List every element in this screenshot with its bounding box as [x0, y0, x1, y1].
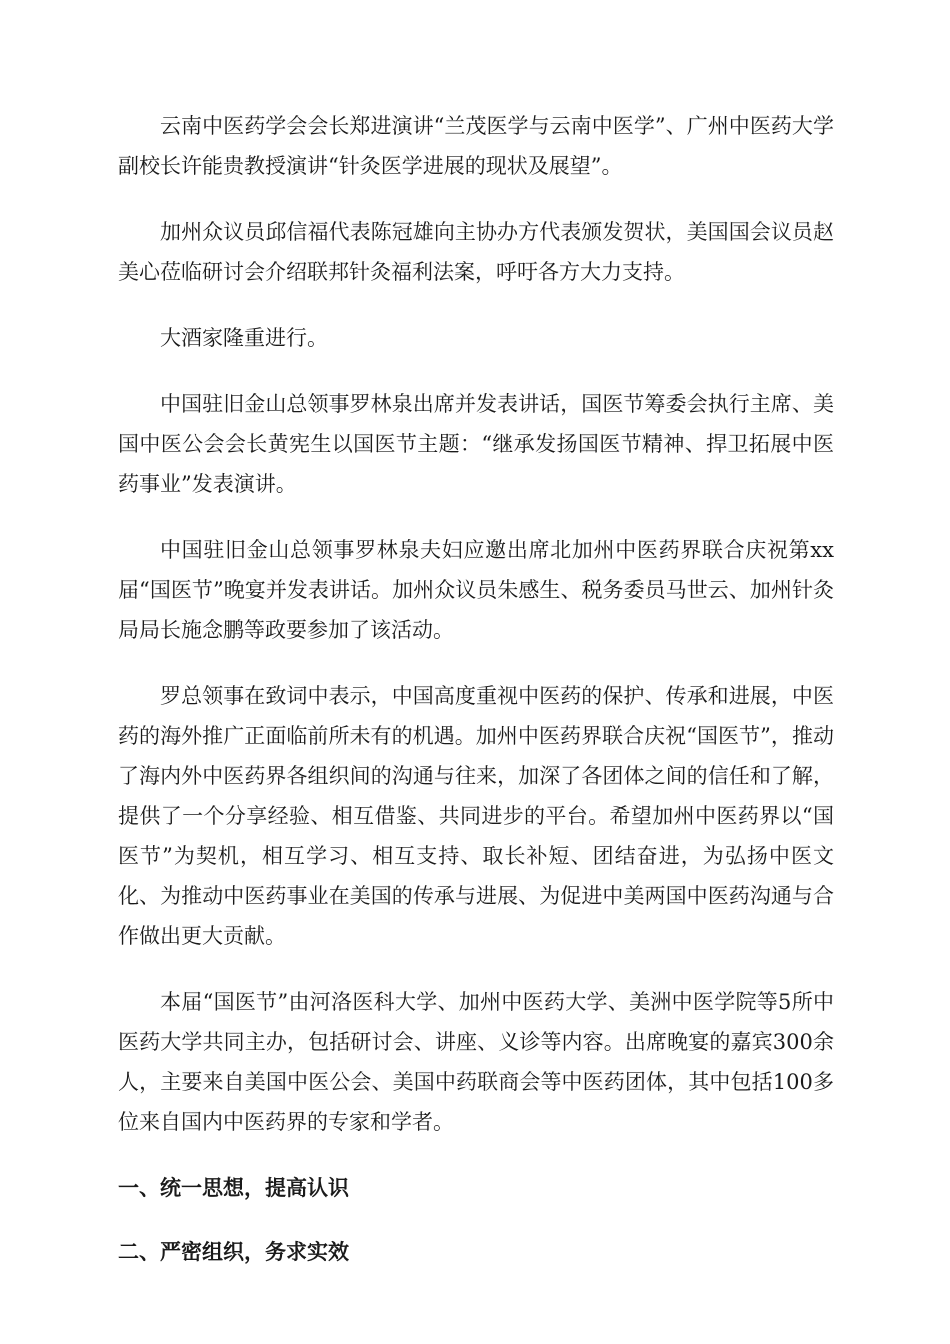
document-page: [118, 106, 834, 1296]
section-heading-1: 一、统一思想，提高认识: [118, 1175, 349, 1200]
paragraph-3: 大酒家隆重进行。: [160, 326, 328, 350]
paragraph-1: 云南中医药学会会长郑进演讲“兰茂医学与云南中医学”、广州中医药大学副校长许能贵教授演讲“针灸医学进展的现状及展望”。: [118, 114, 834, 178]
section-heading-2: 二、严密组织，务求实效: [118, 1239, 349, 1264]
paragraph-6: 罗总领事在致词中表示，中国高度重视中医药的保护、传承和进展，中医药的海外推广正面临前所未有的机遇。加州中医药界联合庆祝“国医节”，推动了海内外中医药界各组织间的沟通与往来，加深了各团体之间的信任和了解，提供了一个分享经验、相互借鉴、共同进步的平台。希望加州中医药界以“国医节”为契机，相互学习、相互支持、取长补短、团结奋进，为弘扬中医文化、为推动中医药事业在美国的传承与进展、为促进中美两国中医药沟通与合作做出更大贡献。: [118, 684, 834, 948]
paragraph-5: 中国驻旧金山总领事罗林泉夫妇应邀出席北加州中医药界联合庆祝第xx届“国医节”晚宴并发表讲话。加州众议员朱感生、税务委员马世云、加州针灸局局长施念鹏等政要参加了该活动。: [118, 538, 834, 642]
paragraph-4: 中国驻旧金山总领事罗林泉出席并发表讲话，国医节筹委会执行主席、美国中医公会会长黄宪生以国医节主题：“继承发扬国医节精神、捍卫拓展中医药事业”发表演讲。: [118, 392, 834, 496]
paragraph-2: 加州众议员邱信福代表陈冠雄向主协办方代表颁发贺状，美国国会议员赵美心莅临研讨会介绍联邦针灸福利法案，呼吁各方大力支持。: [118, 220, 834, 284]
paragraph-7: 本届“国医节”由河洛医科大学、加州中医药大学、美洲中医学院等5所中医药大学共同主办，包括研讨会、讲座、义诊等内容。出席晚宴的嘉宾300余人，主要来自美国中医公会、美国中药联商会等中医药团体，其中包括100多位来自国内中医药界的专家和学者。: [118, 990, 834, 1134]
